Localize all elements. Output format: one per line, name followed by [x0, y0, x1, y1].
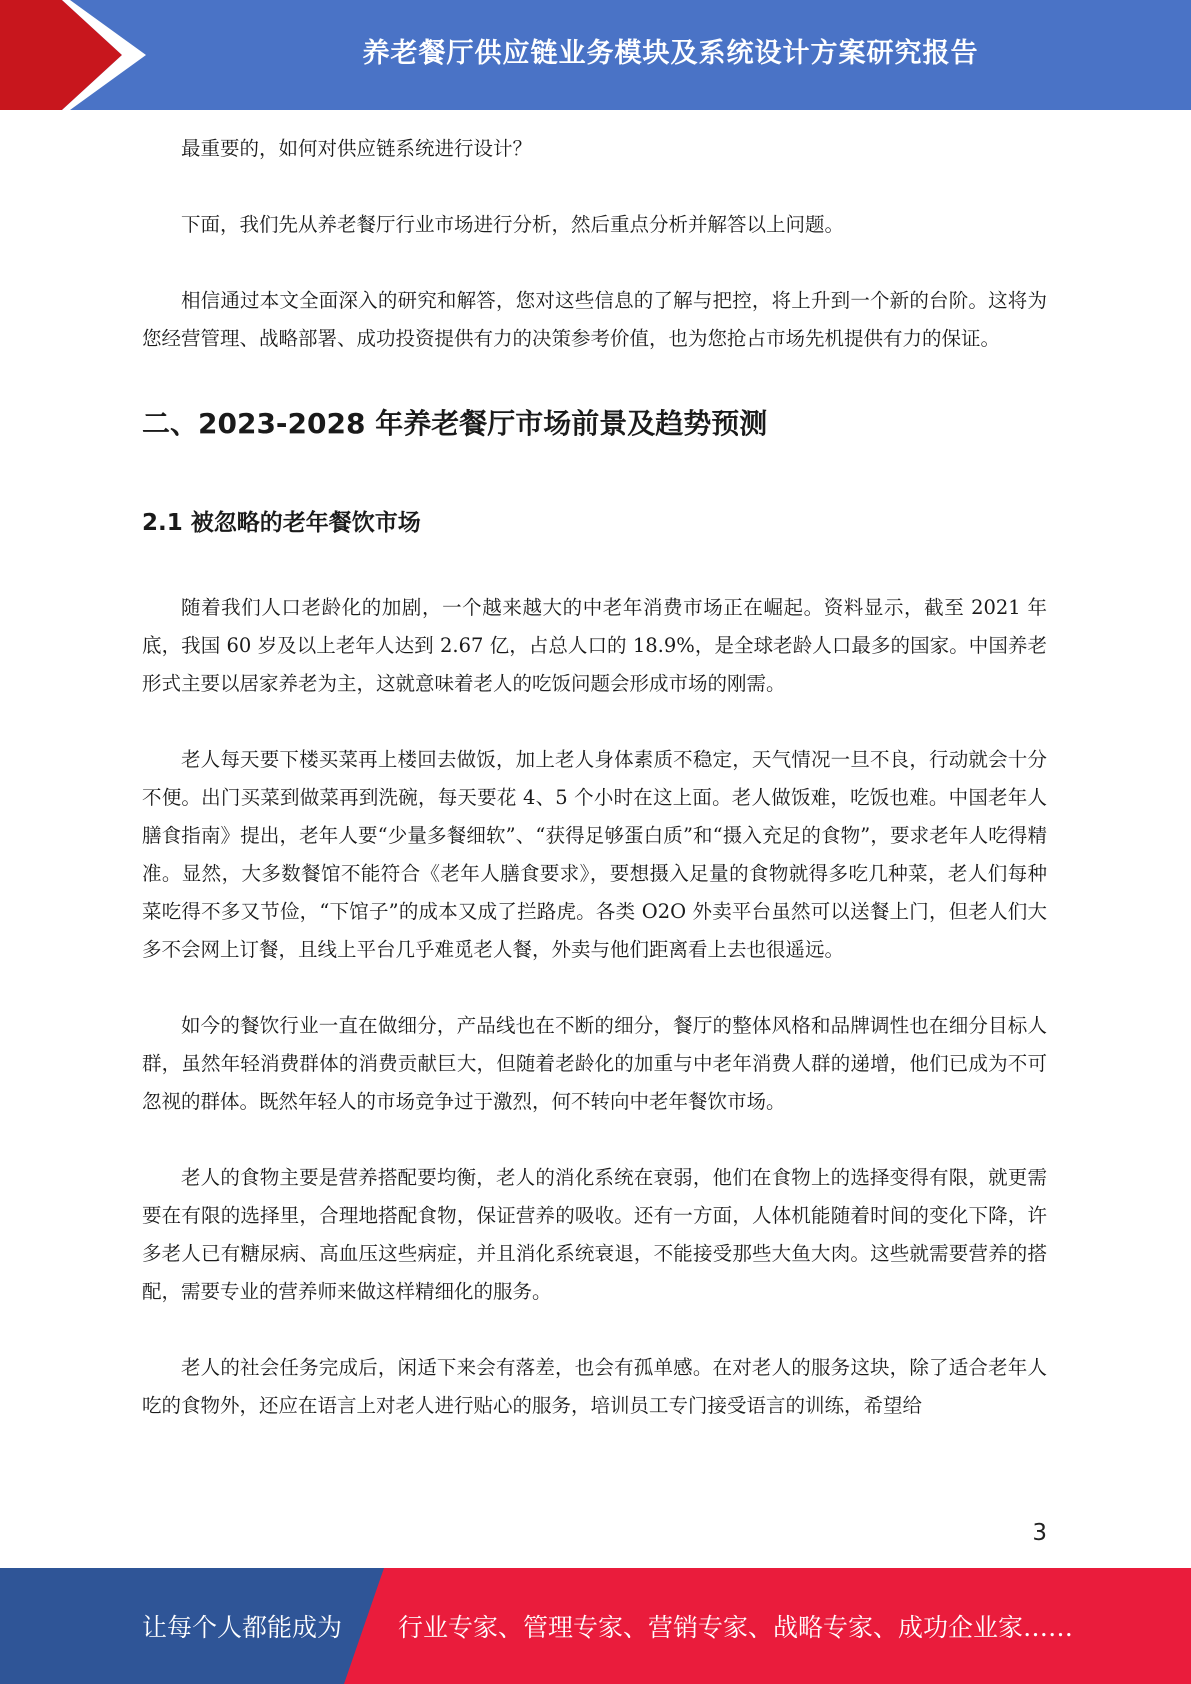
page-number: 3	[1032, 1520, 1047, 1546]
body-paragraph-3: 如今的餐饮行业一直在做细分，产品线也在不断的细分，餐厅的整体风格和品牌调性也在细分目标人群，虽然年轻消费群体的消费贡献巨大，但随着老龄化的加重与中老年消费人群的递增，他们已成为不可忽视的群体。既然年轻人的市场竞争过于激烈，何不转向中老年餐饮市场。	[142, 1014, 1047, 1113]
body-paragraph-1: 随着我们人口老龄化的加剧，一个越来越大的中老年消费市场正在崛起。资料显示，截至 2021 年底，我国 60 岁及以上老年人达到 2.67 亿，占总人口的 18.9%，是全球老龄人口最多的国家。中国养老形式主要以居家养老为主，这就意味着老人的吃饭问题会形成市场的刚需。	[142, 596, 1047, 695]
footer-slogan-left: 让每个人都能成为	[142, 1613, 343, 1642]
intro-paragraph-1: 最重要的，如何对供应链系统进行设计？	[181, 137, 533, 160]
page-footer	[0, 1568, 1191, 1684]
body-paragraph-4: 老人的食物主要是营养搭配要均衡，老人的消化系统在衰弱，他们在食物上的选择变得有限，就更需要在有限的选择里，合理地搭配食物，保证营养的吸收。还有一方面，人体机能随着时间的变化下降，许多老人已有糖尿病、高血压这些病症，并且消化系统衰退，不能接受那些大鱼大肉。这些就需要营养的搭配，需要专业的营养师来做这样精细化的服务。	[142, 1166, 1047, 1303]
intro-paragraph-2: 下面，我们先从养老餐厅行业市场进行分析，然后重点分析并解答以上问题。	[181, 213, 845, 236]
section-heading: 二、2023-2028 年养老餐厅市场前景及趋势预测	[142, 407, 768, 440]
document-body	[142, 130, 1047, 1425]
subsection-heading: 2.1 被忽略的老年餐饮市场	[142, 510, 421, 536]
body-paragraph-5: 老人的社会任务完成后，闲适下来会有落差，也会有孤单感。在对老人的服务这块，除了适合老年人吃的食物外，还应在语言上对老人进行贴心的服务，培训员工专门接受语言的训练，希望给	[142, 1356, 1047, 1417]
footer-slogan-right: 行业专家、管理专家、营销专家、战略专家、成功企业家……	[398, 1613, 1074, 1642]
header-title: 养老餐厅供应链业务模块及系统设计方案研究报告	[362, 37, 979, 69]
header-arrow-decoration	[0, 0, 160, 110]
body-paragraph-2: 老人每天要下楼买菜再上楼回去做饭，加上老人身体素质不稳定，天气情况一旦不良，行动就会十分不便。出门买菜到做菜再到洗碗，每天要花 4、5 个小时在这上面。老人做饭难，吃饭也难。中国老年人膳食指南》提出，老年人要“少量多餐细软”、“获得足够蛋白质”和“摄入充足的食物”，要求老年人吃得精准。显然，大多数餐馆不能符合《老年人膳食要求》，要想摄入足量的食物就得多吃几种菜，老人们每种菜吃得不多又节俭，“下馆子”的成本又成了拦路虎。各类 O2O 外卖平台虽然可以送餐上门，但老人们大多不会网上订餐，且线上平台几乎难觅老人餐，外卖与他们距离看上去也很遥远。	[142, 748, 1047, 961]
page-header	[0, 0, 1191, 110]
intro-paragraph-3: 相信通过本文全面深入的研究和解答，您对这些信息的了解与把控，将上升到一个新的台阶。这将为您经营管理、战略部署、成功投资提供有力的决策参考价值，也为您抢占市场先机提供有力的保证。	[142, 289, 1047, 350]
